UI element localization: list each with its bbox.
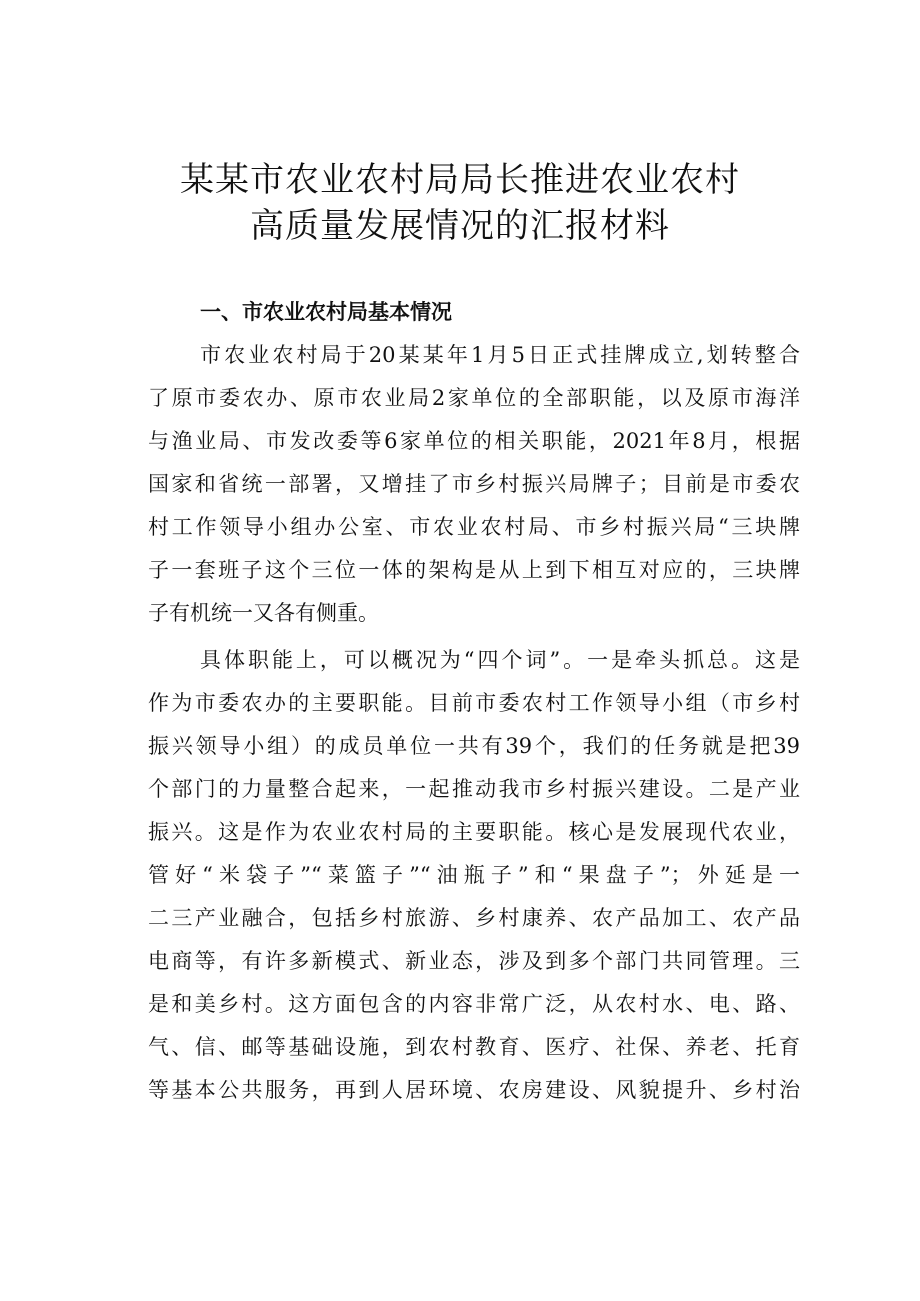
document-title-line-2: 高质量发展情况的汇报材料 — [250, 206, 670, 246]
paragraph-1-line: 市农业农村局于20某某年1月5日正式挂牌成立,划转整合 — [200, 343, 800, 367]
paragraph-1-line: 子有机统一又各有侧重。 — [148, 601, 379, 625]
paragraph-2-line: 电商等，有许多新模式、新业态，涉及到多个部门共同管理。三 — [148, 949, 800, 973]
paragraph-2-line: 振兴。这是作为农业农村局的主要职能。核心是发展现代农业， — [148, 820, 800, 844]
paragraph-2-line: 作为市委农办的主要职能。目前市委农村工作领导小组（市乡村 — [148, 691, 800, 715]
document-title-line-1: 某某市农业农村局局长推进农业农村 — [180, 160, 740, 200]
paragraph-1-line: 村工作领导小组办公室、市农业农村局、市乡村振兴局“三块牌 — [148, 515, 800, 539]
paragraph-2-line: 等基本公共服务，再到人居环境、农房建设、风貌提升、乡村治 — [148, 1078, 800, 1102]
paragraph-2-line: 具体职能上，可以概况为“四个词”。一是牵头抓总。这是 — [200, 648, 800, 672]
section-heading: 一、市农业农村局基本情况 — [200, 300, 452, 324]
paragraph-1-line: 子一套班子这个三位一体的架构是从上到下相互对应的，三块牌 — [148, 558, 800, 582]
paragraph-1-line: 了原市委农办、原市农业局2家单位的全部职能，以及原市海洋 — [148, 386, 800, 410]
paragraph-1-line: 与渔业局、市发改委等6家单位的相关职能，2021年8月，根据 — [148, 429, 800, 453]
paragraph-2-line: 是和美乡村。这方面包含的内容非常广泛，从农村水、电、路、 — [148, 992, 800, 1016]
paragraph-2-line: 管好“米袋子”“菜篮子”“油瓶子”和“果盘子”；外延是一 — [148, 863, 800, 887]
paragraph-2-line: 振兴领导小组）的成员单位一共有39个，我们的任务就是把39 — [148, 734, 800, 758]
paragraph-2-line: 二三产业融合，包括乡村旅游、乡村康养、农产品加工、农产品 — [148, 906, 800, 930]
paragraph-2-line: 个部门的力量整合起来，一起推动我市乡村振兴建设。二是产业 — [148, 777, 800, 801]
paragraph-2-line: 气、信、邮等基础设施，到农村教育、医疗、社保、养老、托育 — [148, 1035, 800, 1059]
paragraph-1-line: 国家和省统一部署，又增挂了市乡村振兴局牌子；目前是市委农 — [148, 472, 800, 496]
